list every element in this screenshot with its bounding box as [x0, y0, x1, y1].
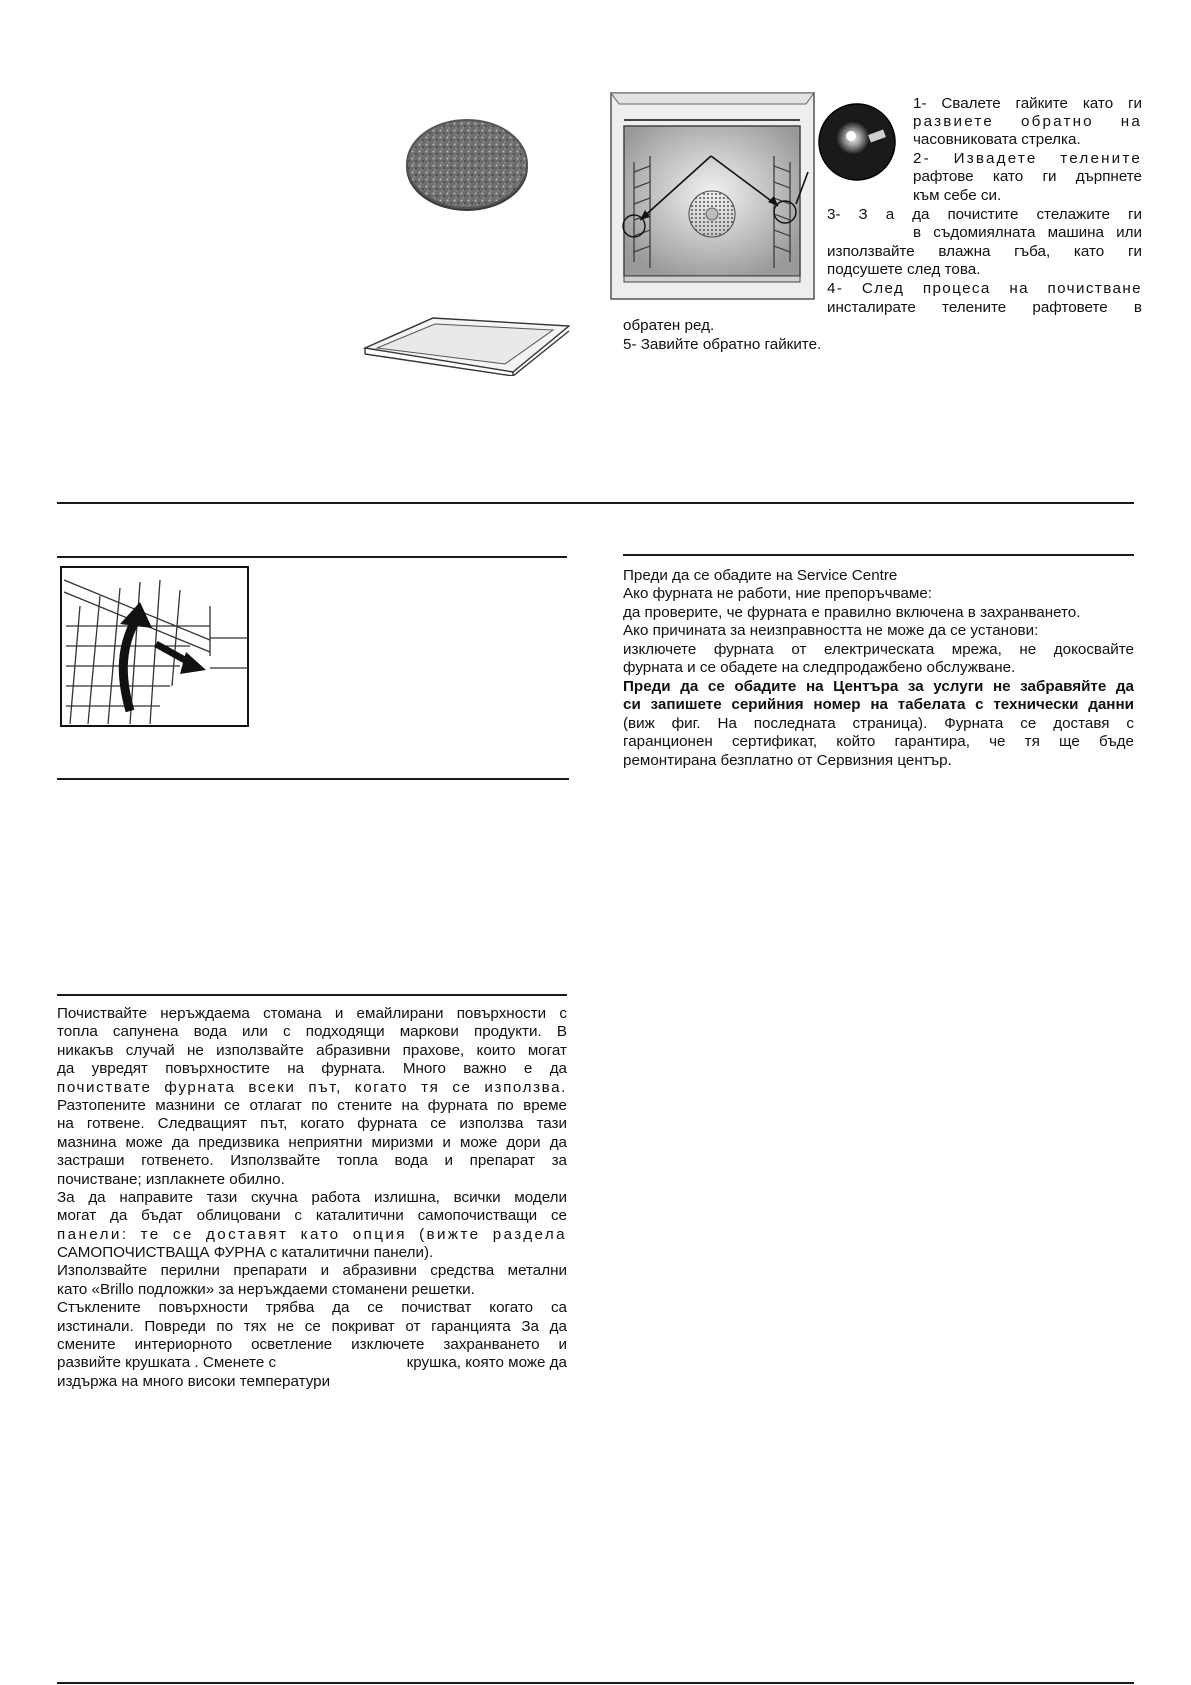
service-line-2: Ако фурната не работи, ние препоръчваме:	[623, 585, 933, 602]
page-bottom-rule	[57, 1682, 1134, 1684]
cleaning-line: Разтопените мазнини се отлагат по стените на фурната по време	[57, 1096, 567, 1114]
step-1-line-2: развиете обратно на	[913, 113, 1142, 130]
service-line-4: Ако причината за неизправността не може да се установи:	[623, 622, 1039, 639]
service-intro-heading: Преди да се обадите на Service Centre	[623, 567, 898, 584]
step-3-line-4: подсушете след това.	[827, 261, 981, 278]
cleaning-text-block	[57, 1005, 567, 1391]
step-1-line-3: часовниковата стрелка.	[913, 131, 1081, 148]
step-3-line-3: използвайте влажна гъба, като ги	[827, 243, 1142, 260]
service-line-3: да проверите, че фурната е правилно включена в захранването.	[623, 604, 1081, 621]
cleaning-line: да увредят повърхностите на фурната. Много важно е да	[57, 1060, 567, 1078]
shelf-removal-diagram	[60, 566, 250, 728]
step-3-line-1: 3- З а да почистите стелажите ги	[827, 206, 1142, 223]
step-4-line-2: инсталирате телените рафтовете в	[827, 299, 1142, 316]
step-2-line-3: към себе си.	[913, 187, 1002, 204]
cleaning-line-part-1: развийте крушката . Сменете с	[57, 1354, 277, 1372]
cleaning-line: Стъклените повърхности трябва да се почистват когато са	[57, 1299, 567, 1317]
cleaning-line: като «Brillo подложки» за неръждаеми стоманени решетки.	[57, 1280, 475, 1298]
cleaning-line: издържа на много високи температури	[57, 1372, 331, 1390]
baking-tray-image	[363, 314, 570, 376]
full-width-rule	[57, 502, 1134, 504]
cleaning-line: могат да бъдат облицовани с каталитични самопочистващи се	[57, 1207, 567, 1225]
left-section-top-rule	[57, 556, 567, 558]
cleaning-line: мазнина може да предизвика неприятни миризми и може дори да	[57, 1133, 567, 1151]
cleaning-line: САМОПОЧИСТВАЩА ФУРНА с каталитични панели).	[57, 1244, 434, 1262]
left-section-bottom-rule	[57, 778, 569, 780]
pizza-stone-image	[404, 115, 530, 213]
step-4-line-1: 4- След процеса на почистване	[827, 280, 1142, 297]
service-line-6: фурната и се обадете на следпродажбено обслужване.	[623, 659, 1016, 676]
step-4-line-3: обратен ред.	[623, 317, 715, 334]
oven-interior-diagram	[610, 92, 815, 300]
cleaning-line: почиствате фурната всеки път, когато тя се използва.	[57, 1078, 567, 1096]
step-1-line-1: 1- Свалете гайките като ги	[913, 95, 1142, 112]
cleaning-line: Използвайте перилни препарати и абразивни средства метални	[57, 1262, 567, 1280]
nut-detail-image	[817, 102, 897, 182]
cleaning-line: За да направите тази скучна работа излишна, всички модели	[57, 1188, 567, 1206]
cleaning-line	[57, 1354, 567, 1372]
cleaning-line-part-2: крушка, която може да	[406, 1354, 567, 1372]
service-line-8: гаранционен сертификат, който гарантира, че тя ще бъде	[623, 733, 1134, 750]
cleaning-line: на готвене. Следващият път, когато фурната се използва тази	[57, 1115, 567, 1133]
step-5-line: 5- Завийте обратно гайките.	[623, 336, 822, 353]
service-line-9: ремонтирана безплатно от Сервизния център.	[623, 752, 952, 769]
cleaning-line: топла сапунена вода или с подходящи маркови продукти. В	[57, 1023, 567, 1041]
service-bold-line-1: Преди да се обадите на Центъра за услуги не забравяйте да	[623, 678, 1134, 695]
cleaning-line: почистване; изплакнете обилно.	[57, 1170, 285, 1188]
cleaning-line: застраши готвенето. Използвайте топла вода и препарат за	[57, 1152, 567, 1170]
step-2-line-2: рафтове като ги дърпнете	[913, 168, 1142, 185]
cleaning-line: Почиствайте неръждаема стомана и емайлирани повърхности с	[57, 1005, 567, 1022]
cleaning-line: панели: те се доставят като опция (вижте раздела	[57, 1225, 567, 1243]
step-2-line-1: 2- Извадете телените	[913, 150, 1142, 167]
service-line-7: (виж фиг. На последната страница). Фурната се доставя с	[623, 715, 1134, 732]
cleaning-line: никакъв случай не използвайте абразивни прахове, които могат	[57, 1041, 567, 1059]
step-3-line-2: в съдомиялната машина или	[913, 224, 1142, 241]
cleaning-line: изстинали. Повреди по тях не се покриват от гаранцията За да	[57, 1317, 567, 1335]
service-bold-line-2: си запишете серийния номер на табелата с технически данни	[623, 696, 1134, 713]
right-section-top-rule	[623, 554, 1134, 556]
cleaning-line: смените интериорното осветление изключете захранването и	[57, 1336, 567, 1354]
service-line-5: изключете фурната от електрическата мрежа, не докосвайте	[623, 641, 1134, 658]
cleaning-section-rule	[57, 994, 567, 996]
